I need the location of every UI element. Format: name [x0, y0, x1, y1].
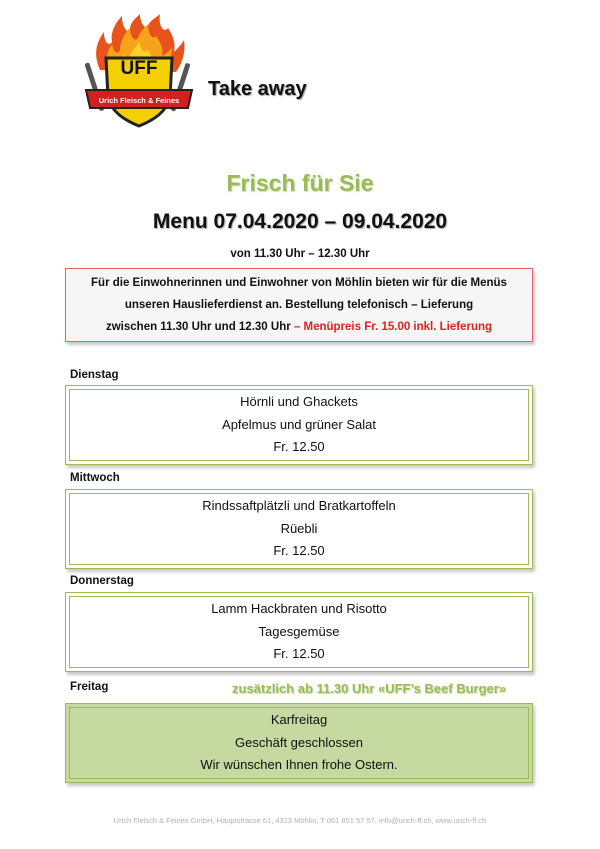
delivery-notice — [65, 268, 533, 342]
notice-line — [66, 316, 532, 338]
menu-dish: Hörnli und Ghackets — [240, 394, 358, 409]
menu-box-freitag — [65, 703, 533, 783]
uff-logo — [78, 12, 200, 134]
logo-banner-text: Urich Fleisch & Feines — [98, 96, 180, 105]
menu-price: Fr. 12.50 — [273, 646, 325, 661]
menu-price: Fr. 12.50 — [273, 439, 325, 454]
day-label-freitag: Freitag — [70, 681, 109, 693]
menu-box-dienstag — [65, 385, 533, 465]
menu-box-donnerstag — [65, 592, 533, 672]
day-label-dienstag: Dienstag — [70, 369, 119, 381]
takeaway-heading: Take away — [208, 78, 307, 100]
menu-box-mittwoch — [65, 489, 533, 569]
menu-price-note: – Menüpreis Fr. 15.00 inkl. Lieferung — [290, 321, 493, 333]
menu-side: Tagesgemüse — [258, 623, 340, 639]
menu-dish: Lamm Hackbraten und Risotto — [211, 601, 387, 616]
menu-price: Fr. 12.50 — [273, 543, 325, 558]
service-hours: von 11.30 Uhr – 12.30 Uhr — [230, 248, 370, 260]
menu-side: Rüebli — [280, 520, 318, 536]
menu-side: Apfelmus und grüner Salat — [222, 416, 376, 432]
day-label-mittwoch: Mittwoch — [70, 472, 120, 484]
day-label-donnerstag: Donnerstag — [70, 575, 134, 587]
easter-greeting: Wir wünschen Ihnen frohe Ostern. — [200, 757, 398, 772]
closed-day: Karfreitag — [270, 712, 328, 727]
menu-title: Menu 07.04.2020 – 09.04.2020 — [152, 210, 448, 233]
notice-line: unseren Hauslieferdienst an. Bestellung telefonisch – Lieferung — [124, 299, 474, 311]
menu-dish: Rindssaftplätzli und Bratkartoffeln — [202, 498, 396, 513]
burger-special: zusätzlich ab 11.30 Uhr «UFF’s Beef Burger» — [232, 681, 507, 696]
closed-note: Geschäft geschlossen — [235, 734, 363, 750]
company-footer: Urich Fleisch & Feines GmbH, Hauptstrasse 61, 4313 Möhlin, T 061 851 57 57, info@urich-ff.ch, www.urich-ff.ch — [113, 816, 487, 825]
logo-text: UFF — [120, 58, 158, 79]
notice-line-text: zwischen 11.30 Uhr und 12.30 Uhr — [105, 321, 291, 333]
notice-line: Für die Einwohnerinnen und Einwohner von Möhlin bieten wir für die Menüs — [91, 277, 507, 289]
subtitle: Frisch für Sie — [226, 170, 374, 196]
